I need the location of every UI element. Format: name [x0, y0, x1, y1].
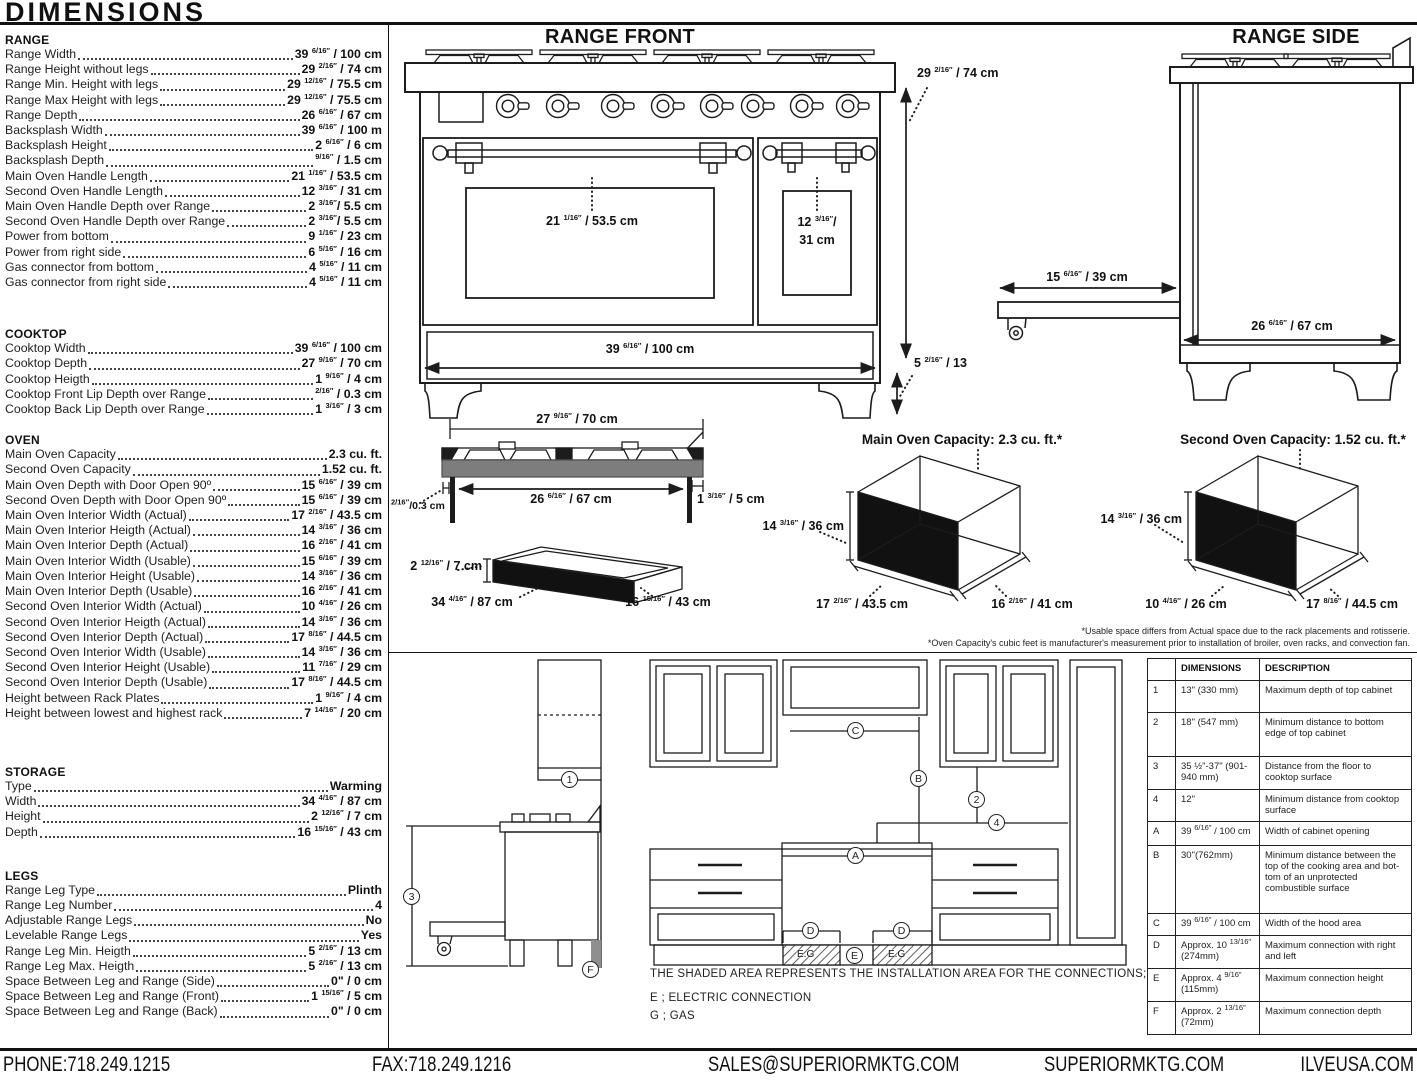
spec-row: Second Oven Interior Height (Usable) 11 $^{7/16''}$ / 29 cm	[5, 659, 382, 675]
spec-row: Cooktop Heigth 1 $^{9/16''}$ / 4 cm	[5, 370, 382, 386]
callout-d2: D	[893, 922, 910, 939]
spec-row: Power from right side 6 $^{5/16''}$ / 16 cm	[5, 243, 382, 259]
range-height-label: 29 $^{2/16''}$ / 74 cm	[917, 64, 999, 80]
spec-row: Range Width 39 $^{6/16''}$ / 100 cm	[5, 45, 382, 61]
installation-caption: THE SHADED AREA REPRESENTS THE INSTALLATION AREA FOR THE CONNECTIONS;	[650, 968, 1147, 980]
spec-row: Gas connector from bottom 4 $^{5/16''}$ / 11 cm	[5, 258, 382, 274]
second-oven-capacity-title: Second Oven Capacity: 1.52 cu. ft.*	[1180, 432, 1406, 447]
callout-4: 4	[988, 814, 1005, 831]
section-title: STORAGE	[5, 764, 66, 779]
table-row: F Approx. 2 $^{13/16''}$ (72mm) Maximum connection depth	[1148, 1002, 1412, 1035]
spec-row: Cooktop Width 39 $^{6/16''}$ / 100 cm	[5, 340, 382, 356]
callout-f: F	[582, 961, 599, 978]
spec-row: Gas connector from right side 4 $^{5/16''}$ / 11 cm	[5, 273, 382, 290]
section-title: COOKTOP	[5, 327, 67, 342]
spec-row: Range Max Height with legs 29 $^{12/16''}$ / 75.5 cm	[5, 91, 382, 107]
side-shelf-label: 15 $^{6/16''}$ / 39 cm	[1046, 268, 1128, 284]
spec-row: Power from bottom 9 $^{1/16''}$ / 23 cm	[5, 228, 382, 244]
spec-row: Backsplash Height 2 $^{6/16''}$ / 6 cm	[5, 137, 382, 153]
spec-row: Main Oven Handle Length 21 $^{1/16''}$ / 53.5 cm	[5, 167, 382, 183]
spec-row: Second Oven Capacity 1.52 cu. ft.	[5, 462, 382, 477]
spec-row: Second Oven Interior Heigth (Actual) 14 $^{3/16''}$ / 36 cm	[5, 613, 382, 629]
table-row: E Approx. 4 $^{9/16''}$ (115mm) Maximum connection height	[1148, 969, 1412, 1002]
spec-row: Range Leg Type Plinth	[5, 882, 382, 897]
spec-row: Range Height without legs 29 $^{2/16''}$ / 74 cm	[5, 61, 382, 77]
spec-row: Space Between Leg and Range (Side) 0" / 0 cm	[5, 973, 382, 988]
second-door-label-1: 12 $^{3/16''}$/	[797, 213, 837, 229]
spec-row: Height between lowest and highest rack 7 $^{14/16''}$ / 20 cm	[5, 704, 382, 720]
spec-row: Main Oven Interior Depth (Actual) 16 $^{2/16''}$ / 41 cm	[5, 537, 382, 553]
footer-rule	[0, 1048, 1417, 1051]
installation-front-drawing	[650, 660, 1126, 965]
main-oven-depth-label: 16 $^{2/16''}$ / 41 cm	[991, 595, 1073, 611]
cooktop-width-label: 27 $^{9/16''}$ / 70 cm	[536, 410, 618, 426]
cooktop-frontlip-label: $^{2/16''}$/0.3 cm	[391, 497, 445, 512]
legend-gas: G ; GAS	[650, 1010, 695, 1022]
callout-d1: D	[802, 922, 819, 939]
table-row: D Approx. 10 $^{13/16''}$ (274mm) Maximum connection with right and left	[1148, 936, 1412, 969]
range-side-drawing	[998, 38, 1413, 400]
section-title: LEGS	[5, 868, 39, 883]
spec-row: Second Oven Interior Width (Usable) 14 $^{3/16''}$ / 36 cm	[5, 643, 382, 659]
dimensions-table	[1147, 658, 1412, 1035]
main-oven-box-drawing	[820, 450, 1030, 601]
main-oven-height-label: 14 $^{3/16''}$ / 36 cm	[762, 517, 844, 533]
table-row: B 30"(762mm) Minimum distance between the top of the cooking area and bot-tom of an unprotected combustible surface	[1148, 846, 1412, 914]
spec-row: Range Min. Height with legs 29 $^{12/16''}$ / 75.5 cm	[5, 76, 382, 92]
spec-row: Backsplash Width 39 $^{6/16''}$ / 100 m	[5, 121, 382, 138]
footer-email: SALES@SUPERIORMKTG.COM	[708, 1053, 960, 1076]
main-oven-capacity-title: Main Oven Capacity: 2.3 cu. ft.*	[861, 432, 1063, 447]
second-oven-depth-label: 17 $^{8/16''}$ / 44.5 cm	[1306, 595, 1398, 611]
legend-electric: E ; ELECTRIC CONNECTION	[650, 992, 812, 1004]
spec-row: Adjustable Range Legs No	[5, 913, 382, 928]
table-row: C 39 $^{6/16''}$ / 100 cm Width of the hood area	[1148, 914, 1412, 936]
footer-brand-site: ILVEUSA.COM	[1300, 1053, 1414, 1076]
second-door-label-2: 31 cm	[799, 233, 835, 247]
table-row: 4 12" Minimum distance from cooktop surface	[1148, 790, 1412, 822]
footnote-capacity: *Oven Capacity's cubic feet is manufacturer's measurement prior to installation of broiler, oven racks, and convection fan.	[927, 638, 1410, 648]
main-door-label: 21 $^{1/16''}$ / 53.5 cm	[546, 212, 638, 228]
page-title: DIMENSIONS	[5, 0, 207, 27]
cooktop-profile-drawing	[420, 419, 703, 523]
spec-row: Range Leg Number 4	[5, 897, 382, 912]
spec-row: Space Between Leg and Range (Back) 0" / 0 cm	[5, 1004, 382, 1019]
spec-row: Main Oven Interior Width (Usable) 15 $^{6/16''}$ / 39 cm	[5, 552, 382, 568]
footer-website: SUPERIORMKTG.COM	[1044, 1053, 1225, 1076]
spec-row: Height 2 $^{12/16''}$ / 7 cm	[5, 808, 382, 824]
table-header-dimensions: DIMENSIONS	[1176, 659, 1260, 681]
spec-row: Main Oven Capacity 2.3 cu. ft.	[5, 447, 382, 462]
range-front-title: RANGE FRONT	[545, 26, 695, 48]
callout-2: 2	[968, 791, 985, 808]
section-title: OVEN	[5, 433, 40, 448]
callout-a: A	[847, 847, 864, 864]
spec-row: Levelable Range Legs Yes	[5, 928, 382, 943]
footer-fax: FAX:718.249.1216	[372, 1053, 512, 1076]
callout-1: 1	[561, 771, 578, 788]
callout-c: C	[847, 722, 864, 739]
spec-row: Range Leg Max. Heigth 5 $^{2/16''}$ / 13 cm	[5, 957, 382, 973]
spec-row: Second Oven Interior Depth (Actual) 17 $^{8/16''}$ / 44.5 cm	[5, 628, 382, 644]
drawer-width-label: 34 $^{4/16''}$ / 87 cm	[431, 593, 513, 609]
spec-row: Cooktop Depth 27 $^{9/16''}$ / 70 cm	[5, 355, 382, 371]
leg-height-label: 5 $^{2/16''}$ / 13	[914, 354, 967, 370]
spec-row: Main Oven Interior Height (Usable) 14 $^{3/16''}$ / 36 cm	[5, 567, 382, 583]
section-title: RANGE	[5, 33, 50, 47]
footnote-usable-space: *Usable space differs from Actual space due to the rack placements and rotisserie.	[1081, 626, 1410, 636]
spec-row: Main Oven Interior Heigth (Actual) 14 $^{3/16''}$ / 36 cm	[5, 522, 382, 538]
spec-row: Cooktop Front Lip Depth over Range $^{2/16''}$ / 0.3 cm	[5, 385, 382, 401]
table-row: 1 13" (330 mm) Maximum depth of top cabinet	[1148, 681, 1412, 713]
footer-phone: PHONE:718.249.1215	[3, 1053, 171, 1076]
second-oven-box-drawing	[1155, 450, 1368, 601]
main-oven-width-label: 17 $^{2/16''}$ / 43.5 cm	[816, 595, 908, 611]
side-depth-label: 26 $^{6/16''}$ / 67 cm	[1251, 317, 1333, 333]
spec-row: Second Oven Handle Length 12 $^{3/16''}$ / 31 cm	[5, 182, 382, 198]
spec-row: Main Oven Interior Width (Actual) 17 $^{2/16''}$ / 43.5 cm	[5, 506, 382, 523]
table-row: 3 35 ½"-37" (901-940 mm) Distance from the floor to cooktop surface	[1148, 757, 1412, 790]
spec-row: Main Oven Interior Depth (Usable) 16 $^{2/16''}$ / 41 cm	[5, 583, 382, 599]
second-oven-height-label: 14 $^{3/16''}$ / 36 cm	[1100, 510, 1182, 526]
shaded-area-label-2: E.G	[888, 949, 906, 960]
range-side-title: RANGE SIDE	[1232, 26, 1360, 48]
table-row: 2 18" (547 mm) Minimum distance to bottom edge of top cabinet	[1148, 713, 1412, 757]
spec-row: Second Oven Handle Depth over Range 2 $^{3/16''}$/ 5.5 cm	[5, 213, 382, 229]
table-header-id	[1148, 659, 1176, 681]
shaded-area-label-1: E.G	[797, 949, 815, 960]
spec-row: Range Depth 26 $^{6/16''}$ / 67 cm	[5, 106, 382, 122]
callout-e: E	[846, 947, 863, 964]
table-header-description: DESCRIPTION	[1260, 659, 1412, 681]
callout-3: 3	[403, 888, 420, 905]
spec-row: Main Oven Handle Depth over Range 2 $^{3/16''}$/ 5.5 cm	[5, 197, 382, 214]
second-oven-width-label: 10 $^{4/16''}$ / 26 cm	[1145, 595, 1227, 611]
spec-row: Cooktop Back Lip Depth over Range 1 $^{3/16''}$ / 3 cm	[5, 400, 382, 417]
drawer-depth-label: 16 $^{15/16''}$ / 43 cm	[625, 593, 711, 609]
table-row: A 39 $^{6/16''}$ / 100 cm Width of cabinet opening	[1148, 822, 1412, 846]
spec-row: Second Oven Depth with Door Open 90º 15 $^{6/16''}$ / 39 cm	[5, 491, 382, 507]
cooktop-backlip-label: 1 $^{3/16''}$ / 5 cm	[697, 490, 765, 506]
spec-row: Second Oven Interior Depth (Usable) 17 $^{8/16''}$ / 44.5 cm	[5, 674, 382, 690]
spec-row: Depth 16 $^{15/16''}$ / 43 cm	[5, 823, 382, 839]
spec-row: Main Oven Depth with Door Open 90º 15 $^{6/16''}$ / 39 cm	[5, 476, 382, 492]
dimensions-table-body	[1148, 681, 1412, 1035]
spec-row: Backsplash Depth $^{9/16''}$ / 1.5 cm	[5, 152, 382, 168]
callout-b: B	[910, 770, 927, 787]
range-width-label: 39 $^{6/16''}$ / 100 cm	[605, 340, 695, 356]
spec-row: Range Leg Min. Heigth 5 $^{2/16''}$ / 13 cm	[5, 942, 382, 958]
cooktop-inner-label: 26 $^{6/16''}$ / 67 cm	[530, 490, 612, 506]
spec-row: Second Oven Interior Width (Actual) 10 $^{4/16''}$ / 26 cm	[5, 598, 382, 614]
spec-row: Space Between Leg and Range (Front) 1 $^{15/16''}$ / 5 cm	[5, 988, 382, 1004]
spec-row: Type Warming	[5, 778, 382, 793]
spec-row: Width 34 $^{4/16''}$ / 87 cm	[5, 793, 382, 809]
drawer-height-label: 2 $^{12/16''}$ / 7 cm	[410, 557, 482, 573]
spec-row: Height between Rack Plates 1 $^{9/16''}$ / 4 cm	[5, 689, 382, 705]
installation-side-drawing	[406, 660, 601, 968]
